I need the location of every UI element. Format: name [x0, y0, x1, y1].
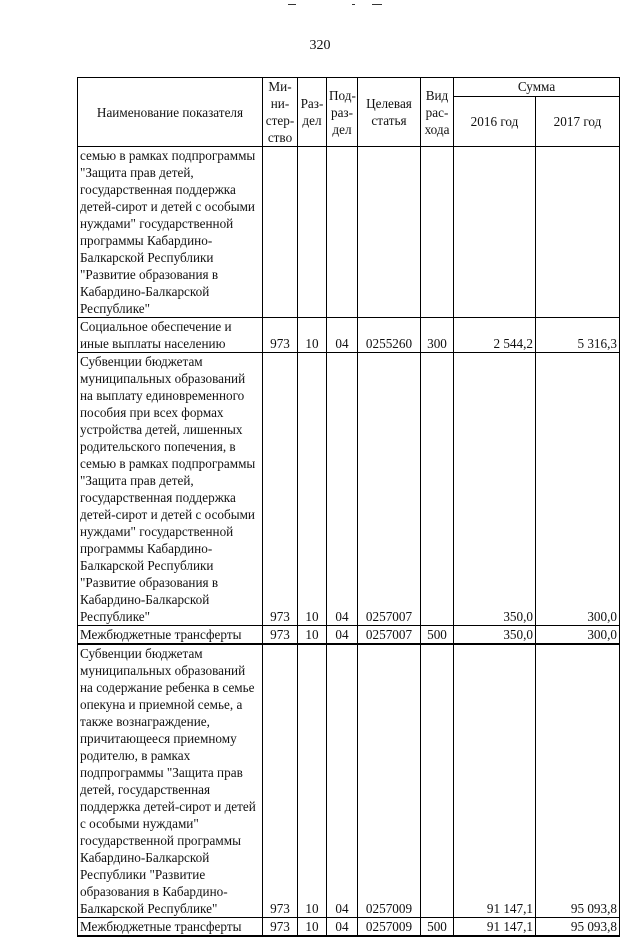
header-target: Целевая статья	[358, 78, 421, 147]
row-2016: 350,0	[454, 626, 536, 645]
row-subsection: 04	[327, 318, 358, 353]
row-2017	[536, 147, 620, 318]
row-ministry: 973	[263, 918, 298, 937]
row-2017: 95 093,8	[536, 644, 620, 918]
header-2017: 2017 год	[536, 96, 620, 146]
row-2016: 91 147,1	[454, 918, 536, 937]
table-row	[78, 353, 620, 626]
row-subsection	[327, 147, 358, 318]
table-row	[78, 644, 620, 918]
scan-marks	[280, 0, 390, 10]
row-target: 0255260	[358, 318, 421, 353]
row-section: 10	[298, 318, 327, 353]
row-exptype: 500	[421, 918, 454, 937]
header-section: Раз- дел	[298, 78, 327, 147]
row-subsection: 04	[327, 918, 358, 937]
row-2017: 300,0	[536, 626, 620, 645]
header-subsection: Под- раз- дел	[327, 78, 358, 147]
row-2017: 5 316,3	[536, 318, 620, 353]
row-exptype	[421, 644, 454, 918]
row-exptype: 500	[421, 626, 454, 645]
row-section: 10	[298, 644, 327, 918]
row-target: 0257009	[358, 918, 421, 937]
table-row	[78, 626, 620, 645]
row-target: 0257007	[358, 626, 421, 645]
row-2016	[454, 147, 536, 318]
header-2016: 2016 год	[454, 96, 536, 146]
row-name: Субвенции бюджетам муниципальных образований на содержание ребенка в семье опекуна и приемной семье, а также вознаграждение, причитающееся приемному родителю, в рамках подпрограммы "Защита прав детей, государственная поддержка детей-сирот и детей с особыми нуждами" государственной программы Кабардино-Балкарской Республики "Развитие образования в Кабардино-Балкарской Республике"	[78, 644, 263, 918]
row-2016: 2 544,2	[454, 318, 536, 353]
row-target: 0257007	[358, 353, 421, 626]
header-sum: Сумма	[454, 78, 620, 97]
row-ministry: 973	[263, 644, 298, 918]
row-section: 10	[298, 918, 327, 937]
row-2017: 300,0	[536, 353, 620, 626]
row-section: 10	[298, 626, 327, 645]
table-row	[78, 318, 620, 353]
row-section: 10	[298, 353, 327, 626]
row-ministry: 973	[263, 318, 298, 353]
row-section	[298, 147, 327, 318]
table-row	[78, 147, 620, 318]
row-exptype: 300	[421, 318, 454, 353]
page-number: 320	[309, 38, 331, 53]
header-ministry: Ми- ни- стер- ство	[263, 78, 298, 147]
row-2016: 91 147,1	[454, 644, 536, 918]
row-2016: 350,0	[454, 353, 536, 626]
row-subsection: 04	[327, 644, 358, 918]
header-exptype: Вид рас- хода	[421, 78, 454, 147]
row-subsection: 04	[327, 626, 358, 645]
table-row	[78, 918, 620, 937]
row-target: 0257009	[358, 644, 421, 918]
row-target	[358, 147, 421, 318]
row-name: семью в рамках подпрограммы "Защита прав детей, государственная поддержка детей-сирот и детей с особыми нуждами" государственной программы Кабардино-Балкарской Республики "Развитие образования в Кабардино-Балкарской Республике"	[78, 147, 263, 318]
header-name: Наименование показателя	[78, 78, 263, 147]
row-exptype	[421, 353, 454, 626]
row-exptype	[421, 147, 454, 318]
row-name: Социальное обеспечение и иные выплаты населению	[78, 318, 263, 353]
row-subsection: 04	[327, 353, 358, 626]
row-ministry: 973	[263, 353, 298, 626]
row-name: Межбюджетные трансферты	[78, 626, 263, 645]
row-2017: 95 093,8	[536, 918, 620, 937]
row-ministry	[263, 147, 298, 318]
budget-table	[77, 77, 620, 937]
row-name: Межбюджетные трансферты	[78, 918, 263, 937]
row-ministry: 973	[263, 626, 298, 645]
row-name: Субвенции бюджетам муниципальных образований на выплату единовременного пособия при всех формах устройства детей, лишенных родительского попечения, в семью в рамках подпрограммы "Защита прав детей, государственная поддержка детей-сирот и детей с особыми нуждами" государственной программы Кабардино-Балкарской Республики "Развитие образования в Кабардино-Балкарской Республике"	[78, 353, 263, 626]
